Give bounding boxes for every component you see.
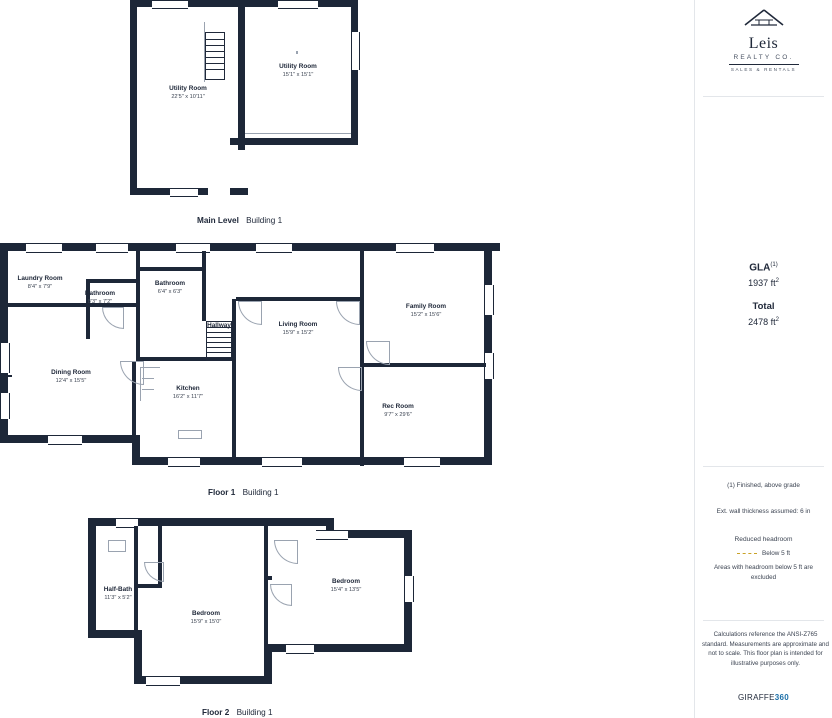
room-label-utility-room-2: Utility Room 15'1" x 15'1" [279,63,317,78]
window [0,393,10,419]
dashed-line-icon [737,553,757,554]
brand-suffix: 360 [774,693,790,702]
floorplan-floor-2 [88,518,428,698]
room-label-living-room: Living Room 15'9" x 15'2" [278,321,318,336]
floorplan-main-level [130,0,370,200]
interior-wall [264,526,268,652]
room-label-hallway: Hallway [207,322,231,329]
stair-rail [204,22,205,82]
window [316,530,348,540]
interior-wall [8,375,12,377]
room-label-dining-room: Dining Room 12'4" x 15'5" [51,369,91,384]
note-wall-thickness: Ext. wall thickness assumed: 6 in [716,507,811,515]
room-label-bathroom-2: Bathroom 6'4" x 6'3" [154,280,186,295]
room-label-laundry-room: Laundry Room 8'4" x 7'9" [17,275,63,290]
window [256,243,292,253]
room-label-bathroom-1: Bathroom 8'3" x 7'2" [84,290,116,305]
caption-floor-2: Floor 2 Building 1 [202,708,273,717]
interior-wall [86,279,138,283]
interior-wall [140,267,206,271]
window [278,0,318,9]
sidebar-divider-bottom [703,620,824,621]
giraffe360-brand [695,693,832,702]
house-roof-icon [741,8,787,34]
window [96,243,128,253]
window [404,576,414,602]
room-label-family-room: Family Room 15'2" x 15'6" [405,303,447,318]
room-label-bedroom-1: Bedroom 15'9" x 15'0" [190,610,222,625]
headroom-legend-row [699,550,828,557]
headroom-title: Reduced headroom [734,536,793,544]
total-value: 2478 $ft^2$ [748,317,779,328]
gla-value: 1937 $ft^2$ [748,278,779,289]
total-label: Total [752,301,775,313]
window [351,32,360,70]
exterior-wall [351,0,358,145]
interior-wall [134,526,138,630]
staircase [205,32,225,80]
company-tagline: SALES & RENTALS [730,67,797,72]
caption-floor-1: Floor 1 Building 1 [208,488,279,497]
gla-label: GLA$^{(1)}$ [749,262,778,274]
fixture [108,540,126,552]
room-label-kitchen: Kitchen 16'2" x 11'7" [172,385,204,400]
headroom-note: Areas with headroom below 5 ft are excluded [713,564,814,581]
center-mark [296,51,298,54]
window [0,343,10,373]
plan-notes [699,481,828,582]
exterior-wall [134,630,142,684]
brand-prefix: GIRAFFE [737,693,775,702]
island [178,430,202,439]
kitchen-counter [140,367,160,368]
window [396,243,434,253]
company-logo [695,8,832,72]
exterior-wall [230,138,240,145]
room-label-rec-room: Rec Room 9'7" x 29'6" [382,403,414,418]
appliance [142,378,154,379]
window [484,285,494,315]
exterior-wall [88,518,96,638]
interior-wall [86,279,90,339]
room-label-bedroom-2: Bedroom 15'4" x 13'5" [330,578,362,593]
window [286,644,314,654]
exterior-wall [238,138,358,145]
interior-wall [360,251,364,466]
exterior-wall [230,188,248,195]
caption-main-level: Main Level Building 1 [197,216,283,225]
interior-wall [202,251,206,321]
window [262,457,302,467]
exterior-wall [130,0,137,195]
info-sidebar [694,0,832,718]
exterior-wall [238,0,245,150]
window [146,676,180,686]
disclaimer-text: Calculations reference the ANSI-Z765 standard. Measurements are approximate and not to scale. This floor plan is intended for illustrative purposes only. [702,631,829,667]
company-name: Leis [748,35,779,52]
kitchen-counter [140,367,141,401]
note-finished: (1) Finished, above grade [727,482,800,489]
window [48,435,82,445]
company-subtitle: REALTY CO. [733,54,794,61]
room-label-half-bath: Half-Bath 11'3" x 5'2" [103,586,133,601]
logo-divider [729,64,799,65]
area-summary [695,262,832,327]
wall-opening [245,133,351,134]
window [168,457,200,467]
floorplan-floor-1 [0,243,520,473]
sidebar-divider-top [703,96,824,97]
window [404,457,440,467]
window [152,0,188,9]
sidebar-divider-mid [703,466,824,467]
window [26,243,62,253]
window [170,188,198,197]
headroom-legend-label: Below 5 ft [761,550,791,558]
interior-wall [268,576,272,580]
room-label-utility-room-1: Utility Room 22'5" x 10'11" [169,85,207,100]
exterior-wall [88,630,142,638]
